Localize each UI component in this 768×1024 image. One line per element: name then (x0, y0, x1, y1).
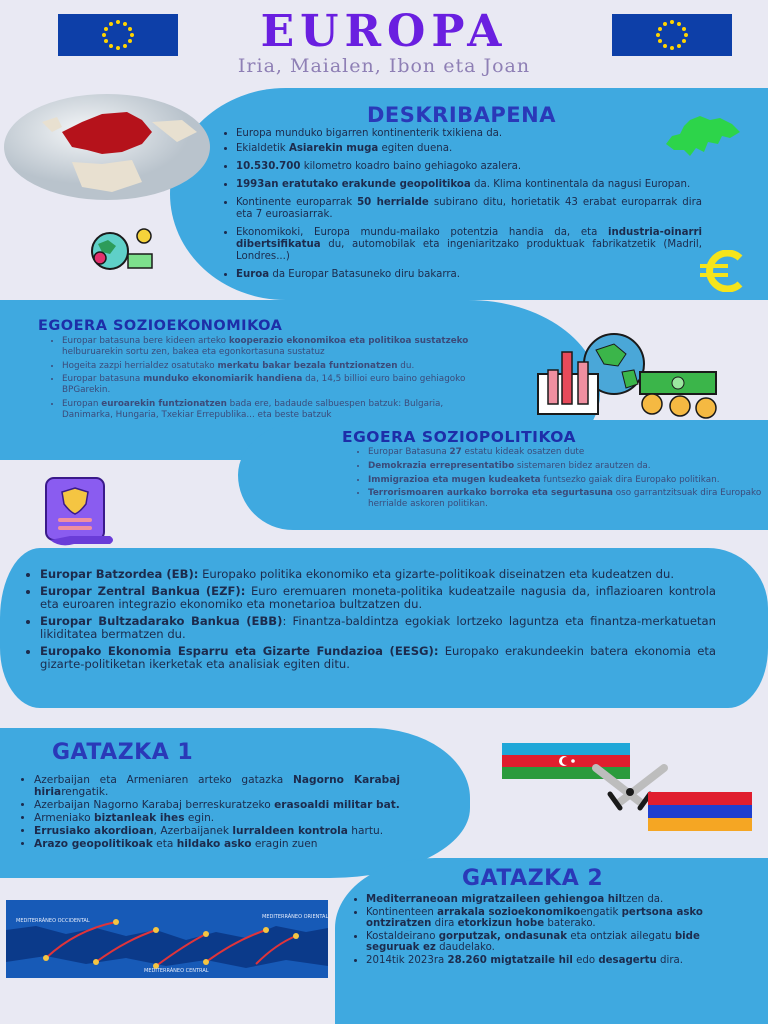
list-item: • Europako Ekonomia Esparru eta Gizarte Fundazioa (EESG): Europako erakundeekin batera ekonomia eta gizarte-politiketan ikerketak eta analisiak egiten ditu. (40, 645, 716, 671)
list-item: • 2014tik 2023ra 28.260 migtatzaile hil edo desagertu dira. (366, 955, 746, 967)
list-erakundeak (26, 568, 716, 675)
map-label: MEDITERRÁNEO ORIENTAL (262, 914, 328, 920)
list-item: • Demokrazia errepresentatibo sistemaren bidez arautzen da. (368, 461, 768, 472)
list-item: • Europar batasuna munduko ekonomiarik handiena da, 14,5 billioi euro baino gehiagoko BPGarekin. (62, 374, 492, 396)
list-item: • Kontinente europarrak 50 herrialde subirano ditu, horietatik 43 erabat europarrak dira eta 7 euroasiarrak. (236, 197, 702, 221)
heading-deskribapena: DESKRIBAPENA (367, 103, 556, 127)
list-soziopolitikoa (354, 447, 768, 513)
list-item: • Ekonomikoki, Europa mundu-mailako potentzia handia da, eta industria-oinarri dibertsifikatua du, automobilak eta ingeniaritzako produktuak fabrikatzetik (Madril, Londres...) (236, 227, 702, 263)
virus-globe-icon (80, 226, 160, 272)
globe-europe-icon (2, 92, 212, 202)
list-item: • Mediterraneoan migratzaileen gehiengoa hiltzen da. (366, 894, 746, 906)
list-item: • Kontinenteen arrakala sozioekonomikoengatik pertsona asko ontziratzen dira etorkizun hobe baterako. (366, 907, 746, 930)
list-item: • Terrorismoaren aurkako borroka eta segurtasuna oso garrantzitsuak dira Europako herrialde askoren politikan. (368, 488, 768, 510)
list-item: • Europar Bultzadarako Bankua (EBB): Finantza-baldintza egokiak lortzeko laguntza eta finantza-merkatuetan likiditatea bermatzen du. (40, 615, 716, 641)
heading-soziopolitikoa: EGOERA SOZIOPOLITIKOA (342, 428, 577, 446)
list-item: • Europar Batzordea (EB): Europako politika ekonomiko eta gizarte-politikoak diseinatzen eta kudeatzen du. (40, 568, 716, 581)
list-item: • Azerbaijan eta Armeniaren arteko gatazka Nagorno Karabaj hiriarengatik. (34, 774, 400, 798)
list-item: • Immigrazioa eta mugen kudeaketa funtsezko gaiak dira Europako politikan. (368, 475, 768, 486)
list-gatazka1 (20, 774, 400, 851)
list-item: • Euroa da Europar Batasuneko diru bakarra. (236, 269, 702, 281)
list-item: • Ekialdetik Asiarekin muga egiten duena. (236, 143, 702, 155)
heading-sozioekonomikoa: EGOERA SOZIOEKONOMIKOA (38, 318, 283, 334)
list-item: • Europar batasuna bere kideen arteko kooperazio ekonomikoa eta politikoa sustatzeko helburuarekin sortu zen, bakea eta egonkortasuna sustatuz (62, 336, 492, 358)
list-item: • 10.530.700 kilometro koadro baino gehiagoko azalera. (236, 161, 702, 173)
list-item: • Europar Batasuna 27 estatu kideak osatzen dute (368, 447, 768, 458)
list-sozioekonomikoa (48, 336, 492, 424)
scroll-shield-icon (40, 474, 120, 550)
list-item: • Europan euroarekin funtzionatzen bada ere, badaude salbuespen batzuk: Bulgaria, Danimarka, Hungaria, Txekiar Errepublika... eta beste batzuk (62, 399, 492, 421)
chart-globe-money-icon (534, 330, 724, 422)
list-item: • Hogeita zazpi herrialdez osatutako merkatu bakar bezala funtzionatzen du. (62, 361, 492, 372)
list-item: • 1993an eratutako erakunde geopolitikoa da. Klima kontinentala da nagusi Europan. (236, 179, 702, 191)
map-label: MEDITERRÁNEO CENTRAL (144, 968, 209, 974)
list-deskribapena (222, 128, 702, 284)
page-subtitle: Iria, Maialen, Ibon eta Joan (237, 55, 531, 77)
page-title: EUROPA (260, 6, 508, 57)
list-item: • Kostaldeirano gorputzak, ondasunak eta ontziak ailegatu bide seguruak ez daudelako. (366, 931, 746, 954)
map-label: MEDITERRÁNEO OCCIDENTAL (16, 918, 90, 924)
list-item: • Arazo geopolitikoak eta hildako asko eragin zuen (34, 838, 400, 850)
list-item: • Europa munduko bigarren kontinenterik txikiena da. (236, 128, 702, 140)
list-item: • Errusiako akordioan, Azerbaijanek lurraldeen kontrola hartu. (34, 825, 400, 837)
list-item: • Europar Zentral Bankua (EZF): Euro eremuaren moneta-politika kudeatzaile nagusia da, inflazioaren kontrola eta euroaren integrazio ekonomiko eta monetarioa bultzatzen du. (40, 585, 716, 611)
list-item: • Armeniako biztanleak ihes egin. (34, 812, 400, 824)
list-item: • Azerbaijan Nagorno Karabaj berreskuratzeko erasoaldi militar bat. (34, 799, 400, 811)
heading-gatazka1: GATAZKA 1 (52, 740, 194, 765)
armenia-flag-icon (648, 792, 752, 831)
list-gatazka2 (352, 894, 746, 968)
heading-gatazka2: GATAZKA 2 (462, 866, 604, 891)
mediterranean-map-icon (6, 900, 328, 978)
euro-icon (696, 250, 748, 292)
